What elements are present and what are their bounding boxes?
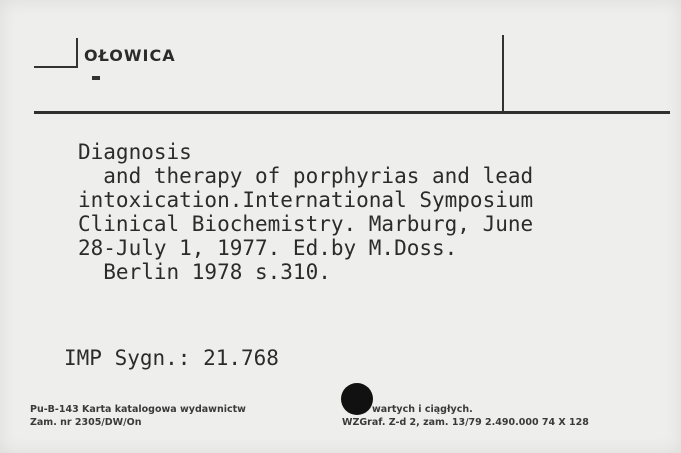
- entry-line: Berlin 1978 s.310.: [78, 260, 331, 284]
- heading-dash: [92, 76, 100, 80]
- entry-line: and therapy of porphyrias and lead: [78, 164, 534, 188]
- footer-text: WZGraf. Z-d 2, zam. 13/79 2.490.000 74 X 128: [342, 417, 589, 428]
- footer-line-1: [30, 404, 680, 415]
- entry-line: intoxication.International Symposium: [78, 188, 534, 212]
- footer-text: wartych i ciągłych.: [372, 404, 473, 415]
- entry-line: 28-July 1, 1977. Ed.by M.Doss.: [78, 236, 458, 260]
- footer-line-2: [30, 417, 680, 428]
- footer-text: Pu-B-143 Karta katalogowa wydawnictw: [30, 404, 246, 415]
- entry-line: Clinical Biochemistry. Marburg, June: [78, 212, 534, 236]
- header-rule: [34, 111, 670, 114]
- heading-marker: [76, 38, 78, 68]
- heading-underline: [34, 66, 76, 68]
- column-divider: [502, 35, 504, 113]
- bibliographic-entry: [78, 140, 653, 284]
- footer-text: Zam. nr 2305/DW/On: [30, 417, 142, 428]
- entry-line: Diagnosis: [78, 140, 192, 164]
- call-number: IMP Sygn.: 21.768: [64, 346, 279, 370]
- subject-heading: OŁOWICA: [84, 46, 176, 65]
